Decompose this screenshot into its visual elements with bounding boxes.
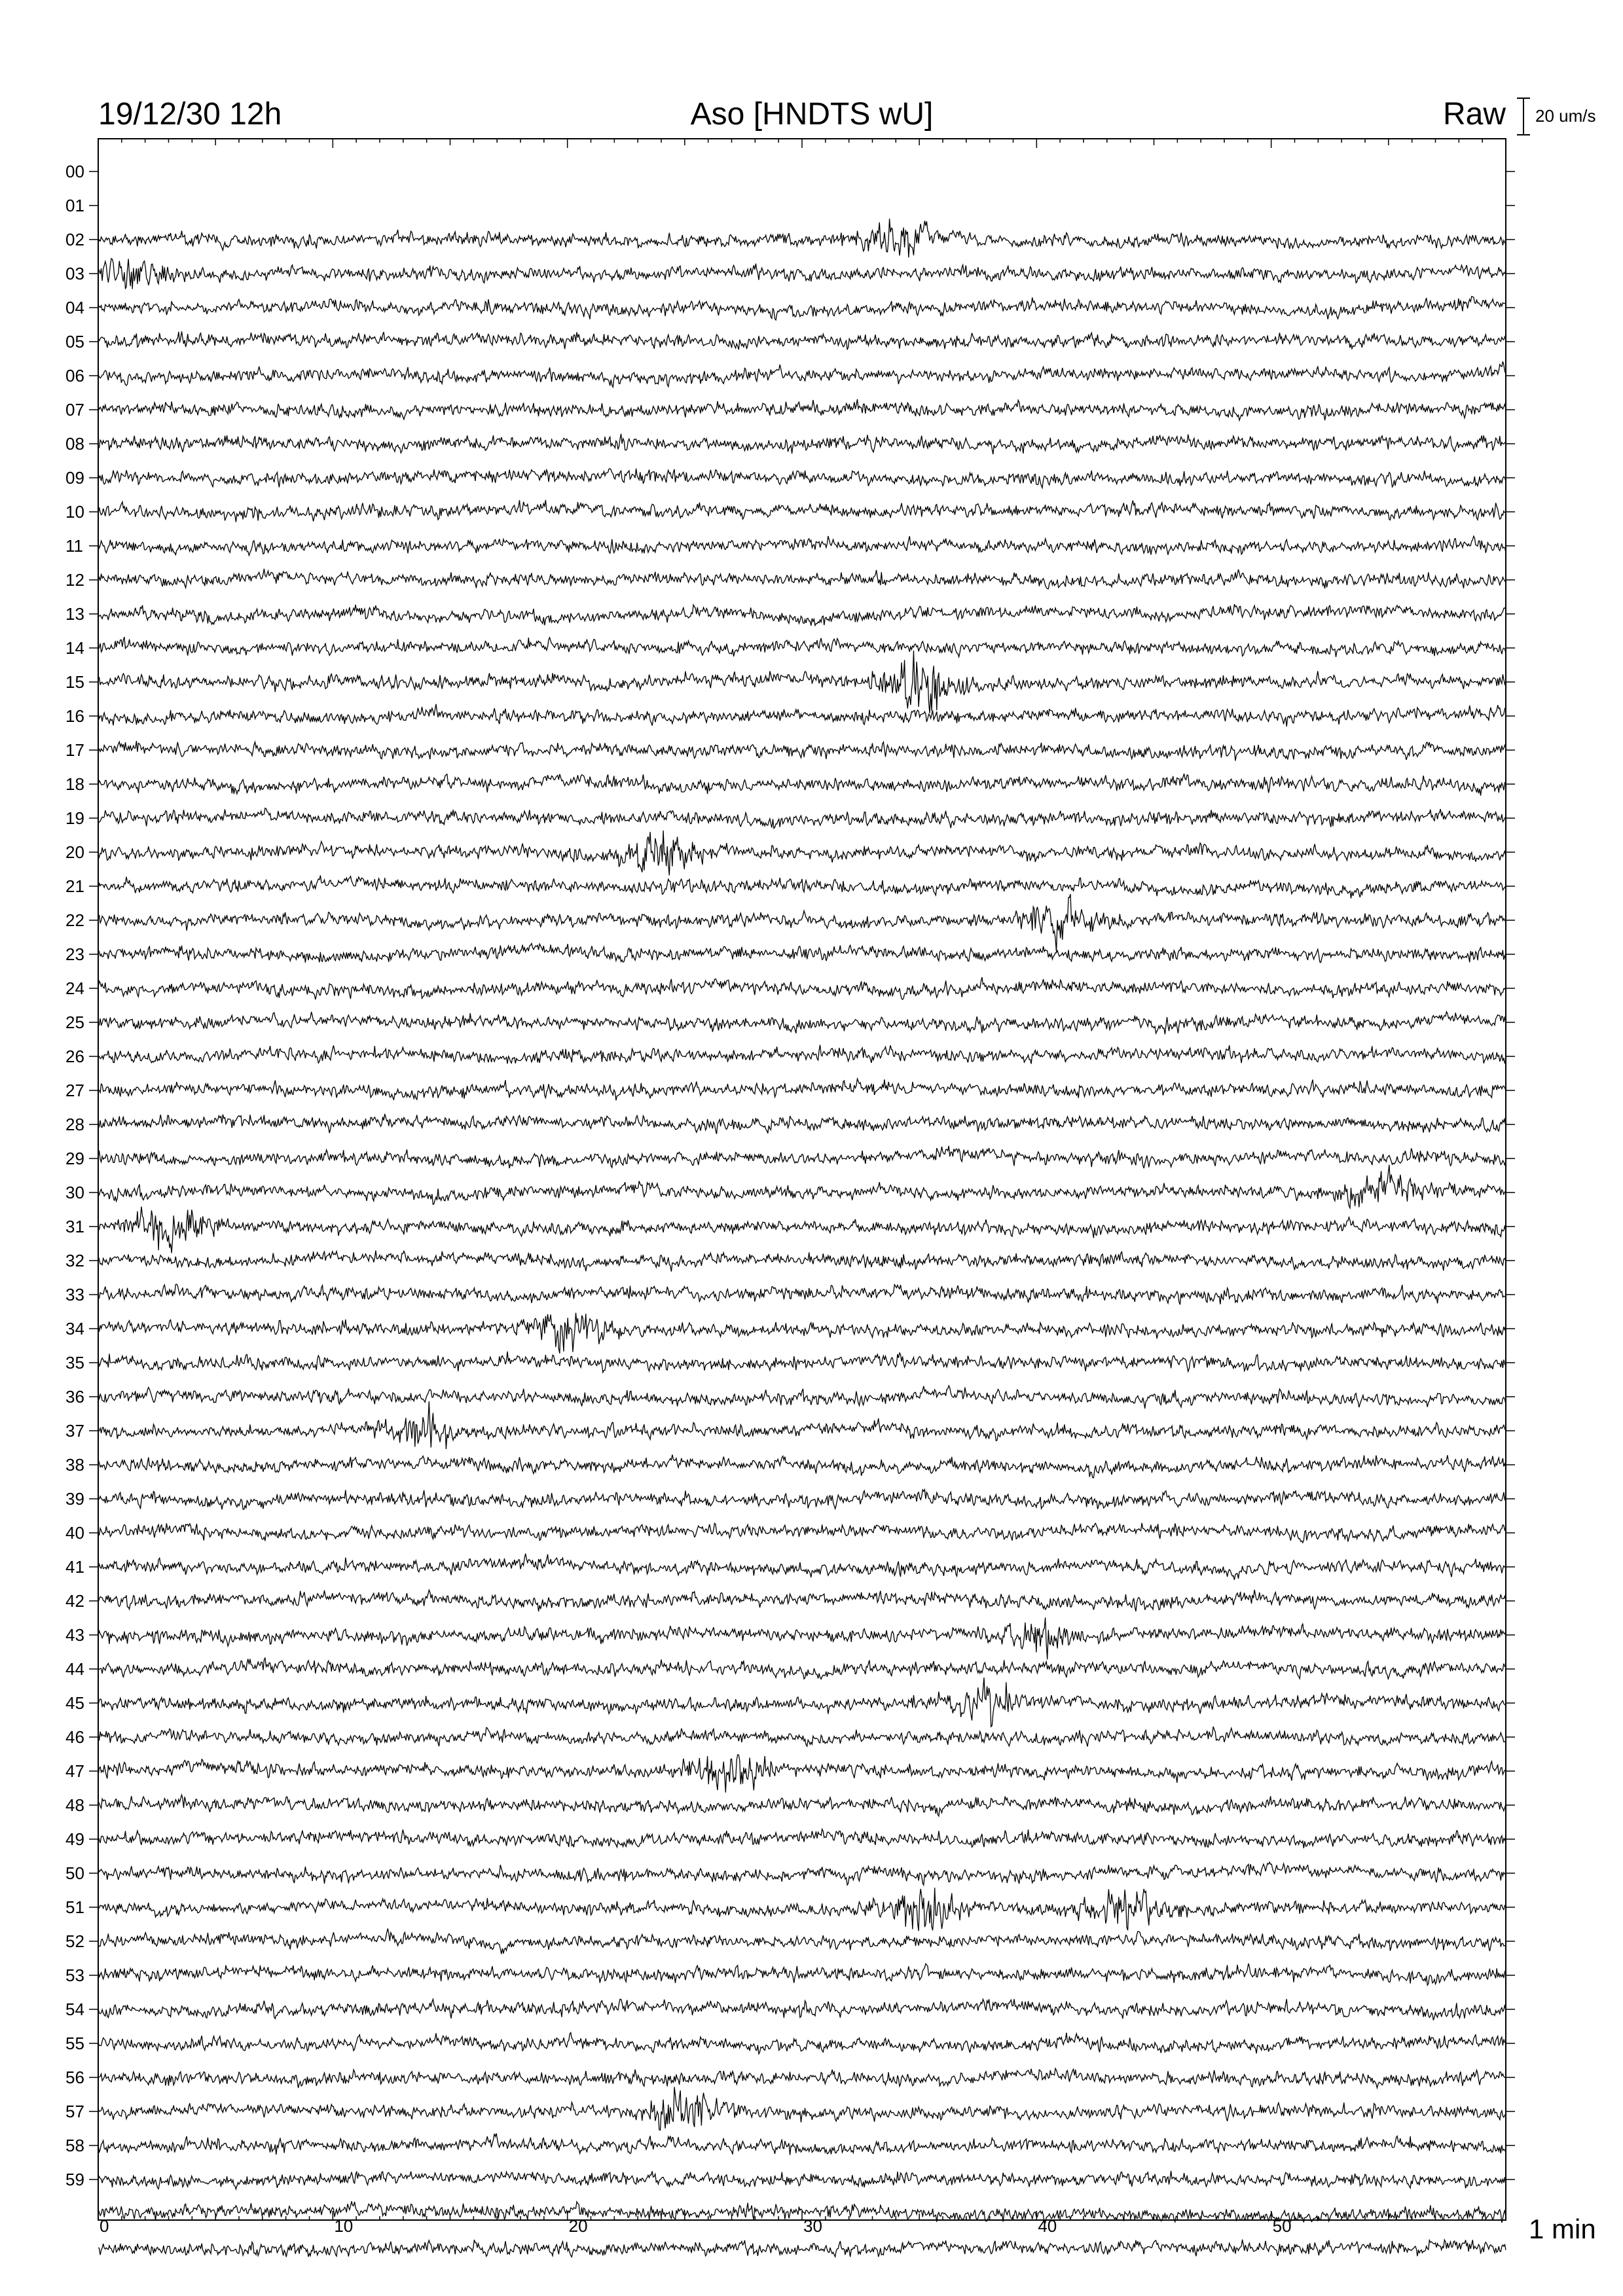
- row-label: 14: [65, 638, 84, 658]
- row-label: 22: [65, 910, 84, 930]
- row-label: 04: [65, 298, 84, 317]
- row-label: 44: [65, 1659, 84, 1679]
- row-label: 05: [65, 332, 84, 351]
- scale-label: 20 um/s: [1535, 106, 1596, 126]
- row-label: 11: [65, 536, 83, 556]
- row-label: 06: [65, 366, 84, 386]
- chart-title: Aso [HNDTS wU]: [690, 97, 934, 132]
- row-label: 01: [65, 196, 84, 215]
- row-label: 32: [65, 1251, 84, 1270]
- row-label: 40: [65, 1523, 84, 1543]
- row-label: 47: [65, 1761, 84, 1781]
- row-label: 09: [65, 468, 84, 488]
- row-label: 58: [65, 2136, 84, 2155]
- row-label: 27: [65, 1081, 84, 1100]
- row-label: 28: [65, 1115, 84, 1134]
- x-tick-label: 40: [1038, 2216, 1057, 2236]
- row-label: 55: [65, 2034, 84, 2053]
- row-label: 07: [65, 400, 84, 420]
- row-label: 46: [65, 1727, 84, 1747]
- datetime-label: 19/12/30 12h: [98, 97, 282, 132]
- row-label: 33: [65, 1285, 84, 1304]
- row-label: 51: [65, 1897, 84, 1917]
- row-label: 03: [65, 264, 84, 283]
- x-tick-label: 30: [803, 2216, 822, 2236]
- row-label: 38: [65, 1455, 84, 1475]
- row-label: 21: [65, 876, 84, 896]
- row-label: 54: [65, 2000, 84, 2019]
- row-label: 57: [65, 2102, 84, 2121]
- row-label: 20: [65, 842, 84, 862]
- row-label: 18: [65, 774, 84, 794]
- x-axis-label: 1 min: [1529, 2214, 1596, 2244]
- row-label: 16: [65, 706, 84, 726]
- row-label: 48: [65, 1795, 84, 1815]
- row-label: 49: [65, 1829, 84, 1849]
- row-label: 15: [65, 672, 84, 692]
- row-label: 59: [65, 2170, 84, 2189]
- row-label: 08: [65, 434, 84, 454]
- row-label: 25: [65, 1013, 84, 1032]
- row-label: 30: [65, 1183, 84, 1202]
- row-label: 56: [65, 2068, 84, 2087]
- x-tick-label: 20: [568, 2216, 588, 2236]
- row-label: 50: [65, 1863, 84, 1883]
- row-label: 34: [65, 1319, 84, 1338]
- row-label: 24: [65, 978, 84, 998]
- row-label: 13: [65, 604, 84, 624]
- row-label: 17: [65, 740, 84, 760]
- row-label: 37: [65, 1421, 84, 1441]
- row-label: 31: [65, 1217, 84, 1236]
- row-label: 10: [65, 502, 84, 522]
- row-label: 39: [65, 1489, 84, 1509]
- row-label: 02: [65, 230, 84, 249]
- row-label: 35: [65, 1353, 84, 1372]
- row-label: 19: [65, 808, 84, 828]
- row-label: 42: [65, 1591, 84, 1611]
- row-label: 36: [65, 1387, 84, 1407]
- row-label: 26: [65, 1047, 84, 1066]
- row-label: 29: [65, 1149, 84, 1168]
- row-label: 23: [65, 944, 84, 964]
- x-tick-label: 50: [1272, 2216, 1292, 2236]
- row-label: 52: [65, 1931, 84, 1951]
- row-label: 43: [65, 1625, 84, 1645]
- x-tick-label: 10: [334, 2216, 354, 2236]
- mode-label: Raw: [1442, 97, 1506, 132]
- row-label: 45: [65, 1693, 84, 1713]
- row-label: 00: [65, 162, 84, 181]
- x-tick-label: 0: [100, 2216, 109, 2236]
- row-label: 12: [65, 570, 84, 590]
- row-label: 41: [65, 1557, 84, 1577]
- row-label: 53: [65, 1965, 84, 1985]
